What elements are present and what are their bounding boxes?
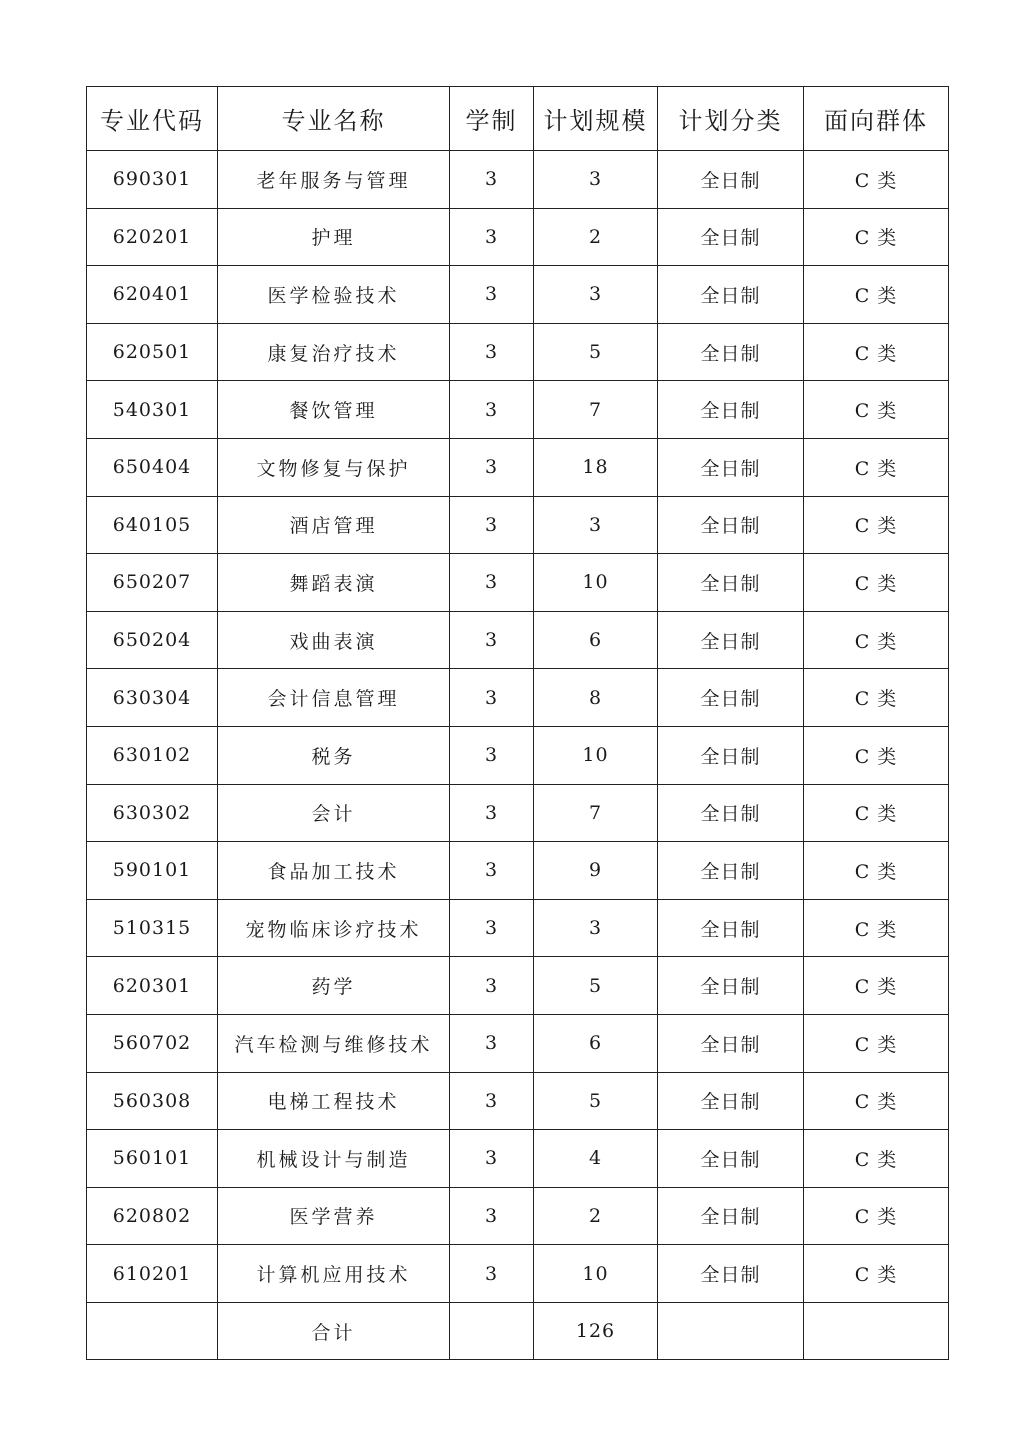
cell-group: C 类 <box>804 1130 949 1188</box>
cell-name: 戏曲表演 <box>218 611 450 669</box>
cell-code: 650404 <box>87 438 218 496</box>
cell-name: 机械设计与制造 <box>218 1130 450 1188</box>
cell-scale: 7 <box>534 784 658 842</box>
cell-group: C 类 <box>804 611 949 669</box>
table-row <box>87 1072 949 1130</box>
cell-scale: 6 <box>534 611 658 669</box>
cell-code: 590101 <box>87 842 218 900</box>
table-row <box>87 1130 949 1188</box>
cell-group: C 类 <box>804 266 949 324</box>
cell-type: 全日制 <box>658 611 804 669</box>
cell-type: 全日制 <box>658 381 804 439</box>
cell-scale: 126 <box>534 1302 658 1360</box>
cell-years: 3 <box>450 957 534 1015</box>
cell-scale: 2 <box>534 1187 658 1245</box>
cell-code: 630102 <box>87 726 218 784</box>
table-row <box>87 496 949 554</box>
cell-name: 康复治疗技术 <box>218 323 450 381</box>
cell-type: 全日制 <box>658 669 804 727</box>
cell-name: 计算机应用技术 <box>218 1245 450 1303</box>
table-row <box>87 438 949 496</box>
cell-group: C 类 <box>804 554 949 612</box>
cell-code: 630302 <box>87 784 218 842</box>
cell-scale: 6 <box>534 1014 658 1072</box>
cell-code: 620401 <box>87 266 218 324</box>
table-row <box>87 611 949 669</box>
cell-years: 3 <box>450 611 534 669</box>
total-row <box>87 1302 949 1360</box>
cell-scale: 3 <box>534 266 658 324</box>
cell-group: C 类 <box>804 496 949 554</box>
cell-type: 全日制 <box>658 784 804 842</box>
cell-name: 酒店管理 <box>218 496 450 554</box>
cell-scale: 4 <box>534 1130 658 1188</box>
cell-name: 税务 <box>218 726 450 784</box>
cell-type: 全日制 <box>658 438 804 496</box>
cell-scale: 5 <box>534 957 658 1015</box>
cell-name: 会计 <box>218 784 450 842</box>
table-row <box>87 151 949 209</box>
cell-years: 3 <box>450 1014 534 1072</box>
cell-name: 护理 <box>218 208 450 266</box>
cell-type <box>658 1302 804 1360</box>
cell-name: 电梯工程技术 <box>218 1072 450 1130</box>
cell-code: 620201 <box>87 208 218 266</box>
cell-type: 全日制 <box>658 151 804 209</box>
cell-name: 舞蹈表演 <box>218 554 450 612</box>
cell-scale: 2 <box>534 208 658 266</box>
cell-group: C 类 <box>804 899 949 957</box>
cell-years: 3 <box>450 554 534 612</box>
cell-years: 3 <box>450 842 534 900</box>
cell-years: 3 <box>450 899 534 957</box>
table-row <box>87 669 949 727</box>
cell-code: 620802 <box>87 1187 218 1245</box>
cell-scale: 3 <box>534 496 658 554</box>
cell-years: 3 <box>450 496 534 554</box>
cell-group: C 类 <box>804 1072 949 1130</box>
cell-scale: 9 <box>534 842 658 900</box>
cell-type: 全日制 <box>658 1014 804 1072</box>
cell-name: 会计信息管理 <box>218 669 450 727</box>
cell-code: 650207 <box>87 554 218 612</box>
cell-code: 640105 <box>87 496 218 554</box>
cell-years: 3 <box>450 323 534 381</box>
cell-code: 560702 <box>87 1014 218 1072</box>
cell-scale: 5 <box>534 323 658 381</box>
cell-group <box>804 1302 949 1360</box>
table-row <box>87 266 949 324</box>
cell-type: 全日制 <box>658 899 804 957</box>
cell-group: C 类 <box>804 1187 949 1245</box>
cell-group: C 类 <box>804 726 949 784</box>
table-row <box>87 784 949 842</box>
cell-years: 3 <box>450 381 534 439</box>
table-row <box>87 1014 949 1072</box>
table-row <box>87 899 949 957</box>
cell-scale: 7 <box>534 381 658 439</box>
cell-type: 全日制 <box>658 726 804 784</box>
cell-scale: 3 <box>534 151 658 209</box>
table-body <box>87 151 949 1360</box>
cell-scale: 10 <box>534 726 658 784</box>
cell-type: 全日制 <box>658 323 804 381</box>
cell-years: 3 <box>450 266 534 324</box>
cell-scale: 8 <box>534 669 658 727</box>
cell-name: 合计 <box>218 1302 450 1360</box>
cell-type: 全日制 <box>658 1245 804 1303</box>
cell-scale: 10 <box>534 554 658 612</box>
table-row <box>87 842 949 900</box>
cell-code: 620501 <box>87 323 218 381</box>
cell-code: 610201 <box>87 1245 218 1303</box>
cell-type: 全日制 <box>658 1130 804 1188</box>
cell-name: 汽车检测与维修技术 <box>218 1014 450 1072</box>
cell-type: 全日制 <box>658 208 804 266</box>
cell-code: 560308 <box>87 1072 218 1130</box>
header-code: 专业代码 <box>87 87 218 151</box>
cell-group: C 类 <box>804 1014 949 1072</box>
cell-scale: 18 <box>534 438 658 496</box>
cell-name: 文物修复与保护 <box>218 438 450 496</box>
cell-group: C 类 <box>804 438 949 496</box>
cell-years: 3 <box>450 726 534 784</box>
cell-name: 医学营养 <box>218 1187 450 1245</box>
cell-type: 全日制 <box>658 554 804 612</box>
cell-years: 3 <box>450 208 534 266</box>
cell-scale: 3 <box>534 899 658 957</box>
cell-code: 560101 <box>87 1130 218 1188</box>
cell-type: 全日制 <box>658 957 804 1015</box>
table-row <box>87 381 949 439</box>
cell-years: 3 <box>450 1130 534 1188</box>
cell-scale: 10 <box>534 1245 658 1303</box>
header-years: 学制 <box>450 87 534 151</box>
cell-years: 3 <box>450 669 534 727</box>
table-row <box>87 323 949 381</box>
cell-group: C 类 <box>804 784 949 842</box>
cell-code: 510315 <box>87 899 218 957</box>
cell-code <box>87 1302 218 1360</box>
cell-name: 宠物临床诊疗技术 <box>218 899 450 957</box>
cell-group: C 类 <box>804 381 949 439</box>
table-row <box>87 1245 949 1303</box>
cell-name: 医学检验技术 <box>218 266 450 324</box>
cell-years <box>450 1302 534 1360</box>
cell-name: 药学 <box>218 957 450 1015</box>
table-row <box>87 957 949 1015</box>
cell-name: 食品加工技术 <box>218 842 450 900</box>
cell-code: 620301 <box>87 957 218 1015</box>
cell-code: 630304 <box>87 669 218 727</box>
cell-name: 餐饮管理 <box>218 381 450 439</box>
cell-group: C 类 <box>804 669 949 727</box>
cell-code: 650204 <box>87 611 218 669</box>
table-header-row <box>87 87 949 151</box>
cell-code: 690301 <box>87 151 218 209</box>
cell-scale: 5 <box>534 1072 658 1130</box>
header-name: 专业名称 <box>218 87 450 151</box>
table-row <box>87 208 949 266</box>
cell-name: 老年服务与管理 <box>218 151 450 209</box>
cell-type: 全日制 <box>658 496 804 554</box>
enrollment-plan-table <box>86 86 949 1360</box>
table-row <box>87 726 949 784</box>
cell-group: C 类 <box>804 323 949 381</box>
cell-years: 3 <box>450 151 534 209</box>
cell-group: C 类 <box>804 1245 949 1303</box>
cell-years: 3 <box>450 1072 534 1130</box>
header-scale: 计划规模 <box>534 87 658 151</box>
cell-years: 3 <box>450 784 534 842</box>
cell-code: 540301 <box>87 381 218 439</box>
cell-years: 3 <box>450 438 534 496</box>
cell-type: 全日制 <box>658 266 804 324</box>
header-type: 计划分类 <box>658 87 804 151</box>
cell-group: C 类 <box>804 208 949 266</box>
cell-type: 全日制 <box>658 842 804 900</box>
cell-type: 全日制 <box>658 1187 804 1245</box>
cell-years: 3 <box>450 1245 534 1303</box>
cell-years: 3 <box>450 1187 534 1245</box>
header-group: 面向群体 <box>804 87 949 151</box>
table-row <box>87 554 949 612</box>
table-row <box>87 1187 949 1245</box>
cell-type: 全日制 <box>658 1072 804 1130</box>
cell-group: C 类 <box>804 957 949 1015</box>
cell-group: C 类 <box>804 842 949 900</box>
cell-group: C 类 <box>804 151 949 209</box>
